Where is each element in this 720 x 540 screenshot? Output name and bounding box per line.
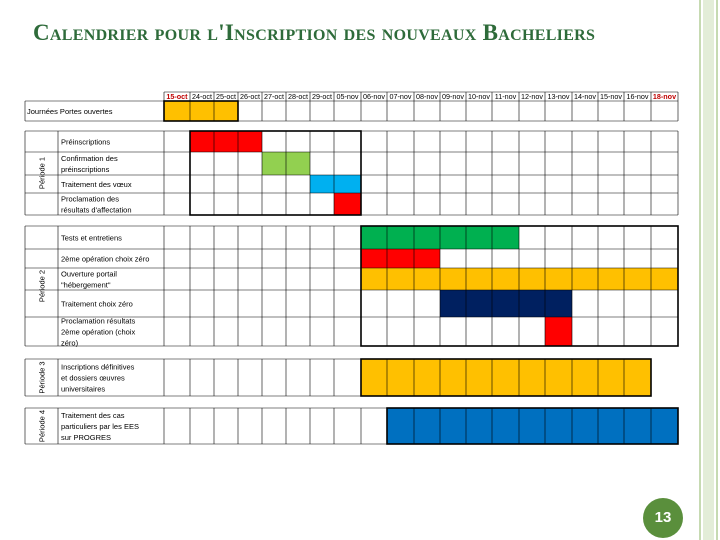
gantt-bar — [387, 408, 678, 444]
gantt-bar — [361, 249, 440, 268]
section-5 — [25, 408, 678, 444]
section-1 — [25, 101, 678, 121]
date-header-05-nov: 05-nov — [336, 92, 359, 101]
period-label: Période 1 — [37, 156, 47, 190]
date-header-08-nov: 08-nov — [416, 92, 438, 101]
gantt-bar — [545, 317, 572, 346]
period-label: Période 2 — [37, 269, 47, 303]
date-header-29-oct: 29-oct — [312, 92, 332, 101]
task-label: universitaires — [61, 384, 106, 394]
gantt-bar — [361, 268, 678, 290]
task-label: Ouverture portail — [61, 269, 117, 279]
task-label: Journées Portes ouvertes — [27, 107, 113, 116]
date-header-26-oct: 26-oct — [240, 92, 260, 101]
task-label: 2ème opération (choix — [61, 327, 136, 337]
date-header-25-oct: 25-oct — [216, 92, 236, 101]
date-header-15-oct: 15-oct — [166, 92, 188, 101]
section-4 — [25, 359, 651, 396]
section-3 — [25, 226, 678, 348]
date-header-07-nov: 07-nov — [389, 92, 412, 101]
task-label: Confirmation des — [61, 154, 118, 163]
slide-title: Calendrier pour l'Inscription des nouveaux Bacheliers — [33, 20, 596, 45]
date-header-24-oct: 24-oct — [192, 92, 212, 101]
task-label: Proclamation des — [61, 194, 119, 204]
gantt-bar — [164, 101, 238, 121]
task-label: résultats d'affectation — [61, 205, 132, 215]
date-header-28-oct: 28-oct — [288, 92, 308, 101]
date-header-10-nov: 10-nov — [468, 92, 490, 101]
task-label: zéro) — [61, 338, 79, 348]
date-header-11-nov: 11-nov — [494, 92, 517, 101]
gantt-bar — [190, 131, 262, 152]
gantt-bar — [440, 290, 572, 317]
task-label: Traitement des vœux — [61, 180, 132, 189]
task-label: sur PROGRES — [61, 433, 112, 442]
date-header-18-nov: 18-nov — [652, 92, 677, 101]
period-label: Période 4 — [37, 409, 47, 443]
task-label: particuliers par les EES — [61, 422, 139, 431]
task-label: Inscriptions définitives — [61, 362, 135, 372]
date-header-12-nov: 12-nov — [521, 92, 543, 101]
task-label: Proclamation résultats — [61, 316, 136, 326]
date-header-09-nov: 09-nov — [442, 92, 464, 101]
task-label: préinscriptions — [61, 165, 110, 174]
task-label: Traitement choix zéro — [61, 299, 133, 309]
section-2 — [25, 131, 678, 215]
gantt-bar — [310, 175, 361, 193]
task-label: Traitement des cas — [61, 411, 125, 420]
date-header-06-nov: 06-nov — [363, 92, 385, 101]
task-label: et dossiers œuvres — [61, 373, 125, 383]
date-header-14-nov: 14-nov — [574, 92, 596, 101]
date-header-15-nov: 15-nov — [600, 92, 622, 101]
date-header-27-oct: 27-oct — [264, 92, 284, 101]
period-label: Période 3 — [37, 361, 47, 394]
gantt-bar — [334, 193, 361, 215]
task-label: 2ème opération choix zéro — [61, 254, 150, 264]
gantt-bar — [361, 359, 651, 396]
date-header-13-nov: 13-nov — [547, 92, 570, 101]
task-label: Préinscriptions — [61, 137, 111, 147]
page-number-badge: 13 — [643, 498, 683, 538]
task-label: "hébergement" — [61, 280, 111, 290]
task-label: Tests et entretiens — [61, 233, 122, 243]
date-header-16-nov: 16-nov — [626, 92, 649, 101]
